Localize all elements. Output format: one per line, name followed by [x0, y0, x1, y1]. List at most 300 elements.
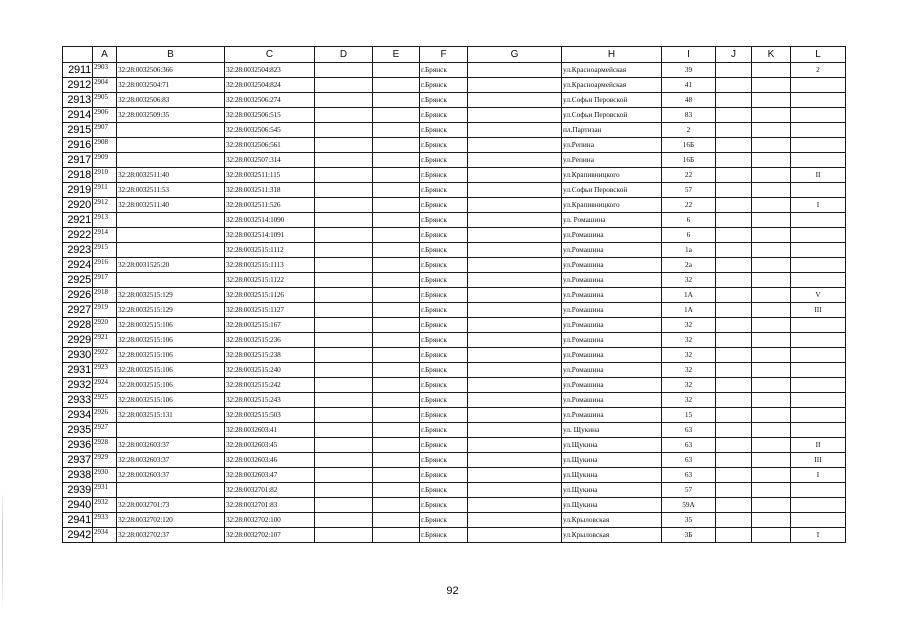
row-number-cell[interactable]: 2916	[63, 138, 93, 153]
cell-k[interactable]	[752, 153, 791, 168]
column-header-l[interactable]: L	[791, 47, 846, 63]
cell-g[interactable]	[468, 78, 562, 93]
cell-k[interactable]	[752, 108, 791, 123]
cell-a[interactable]: 2929	[93, 453, 117, 468]
cell-j[interactable]	[716, 363, 752, 378]
cell-j[interactable]	[716, 393, 752, 408]
cell-j[interactable]	[716, 108, 752, 123]
cell-a[interactable]: 2918	[93, 288, 117, 303]
cell-f[interactable]: г.Брянск	[420, 198, 468, 213]
cell-g[interactable]	[468, 123, 562, 138]
cell-h[interactable]: ул.Щукина	[562, 438, 662, 453]
cell-g[interactable]	[468, 303, 562, 318]
cell-b[interactable]: 32:28:0032702:37	[117, 528, 225, 543]
cell-j[interactable]	[716, 228, 752, 243]
cell-l[interactable]	[791, 138, 846, 153]
cell-f[interactable]: г.Брянск	[420, 138, 468, 153]
cell-e[interactable]	[373, 483, 420, 498]
cell-i[interactable]: 32	[662, 318, 716, 333]
cell-b[interactable]	[117, 138, 225, 153]
cell-i[interactable]: 39	[662, 63, 716, 78]
cell-b[interactable]: 32:28:0032515:131	[117, 408, 225, 423]
cell-e[interactable]	[373, 78, 420, 93]
cell-l[interactable]	[791, 123, 846, 138]
cell-d[interactable]	[315, 288, 373, 303]
row-number-cell[interactable]: 2933	[63, 393, 93, 408]
cell-i[interactable]: 2а	[662, 258, 716, 273]
row-number-cell[interactable]: 2919	[63, 183, 93, 198]
cell-c[interactable]: 32:28:0032603:47	[225, 468, 315, 483]
cell-l[interactable]: V	[791, 288, 846, 303]
cell-l[interactable]	[791, 513, 846, 528]
cell-a[interactable]: 2928	[93, 438, 117, 453]
cell-k[interactable]	[752, 123, 791, 138]
cell-i[interactable]: 57	[662, 483, 716, 498]
cell-f[interactable]: г.Брянск	[420, 168, 468, 183]
cell-i[interactable]: 48	[662, 93, 716, 108]
cell-k[interactable]	[752, 423, 791, 438]
cell-b[interactable]	[117, 243, 225, 258]
cell-e[interactable]	[373, 258, 420, 273]
cell-k[interactable]	[752, 408, 791, 423]
cell-h[interactable]: ул.Ромашина	[562, 393, 662, 408]
cell-i[interactable]: 63	[662, 468, 716, 483]
cell-k[interactable]	[752, 333, 791, 348]
cell-g[interactable]	[468, 168, 562, 183]
cell-l[interactable]	[791, 183, 846, 198]
row-number-cell[interactable]: 2923	[63, 243, 93, 258]
cell-a[interactable]: 2904	[93, 78, 117, 93]
cell-l[interactable]: I	[791, 528, 846, 543]
cell-c[interactable]: 32:28:0032701:83	[225, 498, 315, 513]
cell-e[interactable]	[373, 123, 420, 138]
cell-a[interactable]: 2906	[93, 108, 117, 123]
cell-h[interactable]: ул.Софьи Перовской	[562, 183, 662, 198]
row-number-cell[interactable]: 2935	[63, 423, 93, 438]
cell-k[interactable]	[752, 168, 791, 183]
cell-l[interactable]	[791, 93, 846, 108]
cell-h[interactable]: ул.Щукина	[562, 498, 662, 513]
cell-d[interactable]	[315, 318, 373, 333]
row-number-cell[interactable]: 2934	[63, 408, 93, 423]
cell-l[interactable]: III	[791, 303, 846, 318]
cell-f[interactable]: г.Брянск	[420, 318, 468, 333]
cell-c[interactable]: 32:28:0032511:318	[225, 183, 315, 198]
cell-h[interactable]: ул.Ромашина	[562, 363, 662, 378]
cell-e[interactable]	[373, 138, 420, 153]
cell-c[interactable]: 32:28:0032504:824	[225, 78, 315, 93]
cell-h[interactable]: ул.Крапивницкого	[562, 198, 662, 213]
cell-d[interactable]	[315, 198, 373, 213]
cell-a[interactable]: 2924	[93, 378, 117, 393]
cell-i[interactable]: 57	[662, 183, 716, 198]
cell-j[interactable]	[716, 468, 752, 483]
cell-h[interactable]: ул.Ромашина	[562, 228, 662, 243]
cell-l[interactable]	[791, 78, 846, 93]
cell-d[interactable]	[315, 258, 373, 273]
cell-e[interactable]	[373, 468, 420, 483]
cell-l[interactable]	[791, 213, 846, 228]
cell-c[interactable]: 32:28:0032515:242	[225, 378, 315, 393]
cell-d[interactable]	[315, 108, 373, 123]
cell-c[interactable]: 32:28:0032515:1126	[225, 288, 315, 303]
cell-e[interactable]	[373, 333, 420, 348]
cell-j[interactable]	[716, 78, 752, 93]
cell-e[interactable]	[373, 348, 420, 363]
cell-j[interactable]	[716, 123, 752, 138]
column-header-b[interactable]: B	[117, 47, 225, 63]
cell-a[interactable]: 2905	[93, 93, 117, 108]
cell-d[interactable]	[315, 363, 373, 378]
cell-g[interactable]	[468, 423, 562, 438]
row-number-cell[interactable]: 2926	[63, 288, 93, 303]
cell-i[interactable]: 6	[662, 228, 716, 243]
column-header-c[interactable]: C	[225, 47, 315, 63]
cell-c[interactable]: 32:28:0032514:1091	[225, 228, 315, 243]
cell-j[interactable]	[716, 483, 752, 498]
cell-l[interactable]: II	[791, 168, 846, 183]
cell-b[interactable]: 32:28:0032515:129	[117, 288, 225, 303]
cell-k[interactable]	[752, 483, 791, 498]
cell-l[interactable]: I	[791, 198, 846, 213]
cell-e[interactable]	[373, 183, 420, 198]
cell-h[interactable]: ул.Ромашина	[562, 378, 662, 393]
cell-k[interactable]	[752, 468, 791, 483]
cell-f[interactable]: г.Брянск	[420, 513, 468, 528]
cell-b[interactable]	[117, 423, 225, 438]
row-number-cell[interactable]: 2941	[63, 513, 93, 528]
cell-h[interactable]: ул.Щукина	[562, 468, 662, 483]
cell-d[interactable]	[315, 243, 373, 258]
cell-b[interactable]: 32:28:0032504:71	[117, 78, 225, 93]
cell-i[interactable]: 1А	[662, 303, 716, 318]
cell-c[interactable]: 32:28:0032515:167	[225, 318, 315, 333]
cell-g[interactable]	[468, 243, 562, 258]
cell-i[interactable]: 35	[662, 513, 716, 528]
cell-a[interactable]: 2934	[93, 528, 117, 543]
cell-h[interactable]: ул.Ромашина	[562, 303, 662, 318]
cell-a[interactable]: 2909	[93, 153, 117, 168]
cell-b[interactable]	[117, 273, 225, 288]
row-number-cell[interactable]: 2925	[63, 273, 93, 288]
cell-l[interactable]	[791, 393, 846, 408]
cell-l[interactable]	[791, 423, 846, 438]
cell-f[interactable]: г.Брянск	[420, 483, 468, 498]
cell-h[interactable]: ул.Ромашина	[562, 318, 662, 333]
cell-l[interactable]	[791, 483, 846, 498]
cell-a[interactable]: 2917	[93, 273, 117, 288]
cell-a[interactable]: 2915	[93, 243, 117, 258]
cell-b[interactable]: 32:28:0032515:106	[117, 393, 225, 408]
cell-c[interactable]: 32:28:0032504:823	[225, 63, 315, 78]
cell-e[interactable]	[373, 393, 420, 408]
cell-c[interactable]: 32:28:0032506:515	[225, 108, 315, 123]
cell-c[interactable]: 32:28:0032515:243	[225, 393, 315, 408]
cell-j[interactable]	[716, 303, 752, 318]
column-header-g[interactable]: G	[468, 47, 562, 63]
cell-g[interactable]	[468, 483, 562, 498]
cell-f[interactable]: г.Брянск	[420, 273, 468, 288]
cell-i[interactable]: 16Б	[662, 153, 716, 168]
cell-i[interactable]: 15	[662, 408, 716, 423]
cell-c[interactable]: 32:28:0032702:107	[225, 528, 315, 543]
cell-b[interactable]: 32:28:0032515:129	[117, 303, 225, 318]
cell-j[interactable]	[716, 378, 752, 393]
cell-h[interactable]: ул.Репина	[562, 138, 662, 153]
cell-e[interactable]	[373, 153, 420, 168]
cell-h[interactable]: ул. Ромашина	[562, 213, 662, 228]
cell-g[interactable]	[468, 198, 562, 213]
cell-k[interactable]	[752, 378, 791, 393]
cell-i[interactable]: 3Б	[662, 528, 716, 543]
cell-a[interactable]: 2908	[93, 138, 117, 153]
cell-c[interactable]: 32:28:0032515:1127	[225, 303, 315, 318]
cell-b[interactable]: 32:28:0032701:73	[117, 498, 225, 513]
cell-f[interactable]: г.Брянск	[420, 288, 468, 303]
column-header-i[interactable]: I	[662, 47, 716, 63]
cell-e[interactable]	[373, 198, 420, 213]
cell-c[interactable]: 32:28:0032603:41	[225, 423, 315, 438]
cell-i[interactable]: 59А	[662, 498, 716, 513]
cell-j[interactable]	[716, 243, 752, 258]
cell-i[interactable]: 32	[662, 333, 716, 348]
cell-i[interactable]: 32	[662, 393, 716, 408]
cell-b[interactable]	[117, 228, 225, 243]
cell-e[interactable]	[373, 228, 420, 243]
cell-j[interactable]	[716, 438, 752, 453]
cell-b[interactable]: 32:28:0032515:106	[117, 318, 225, 333]
cell-l[interactable]	[791, 348, 846, 363]
cell-j[interactable]	[716, 63, 752, 78]
cell-h[interactable]: ул.Репина	[562, 153, 662, 168]
cell-g[interactable]	[468, 153, 562, 168]
cell-f[interactable]: г.Брянск	[420, 498, 468, 513]
cell-a[interactable]: 2931	[93, 483, 117, 498]
cell-b[interactable]: 32:28:0032509:35	[117, 108, 225, 123]
cell-j[interactable]	[716, 318, 752, 333]
cell-h[interactable]: ул. Щукина	[562, 423, 662, 438]
cell-f[interactable]: г.Брянск	[420, 153, 468, 168]
cell-j[interactable]	[716, 333, 752, 348]
cell-l[interactable]	[791, 498, 846, 513]
cell-g[interactable]	[468, 273, 562, 288]
cell-b[interactable]: 32:28:0032603:37	[117, 453, 225, 468]
cell-g[interactable]	[468, 213, 562, 228]
cell-l[interactable]: 2	[791, 63, 846, 78]
cell-d[interactable]	[315, 393, 373, 408]
cell-j[interactable]	[716, 198, 752, 213]
cell-e[interactable]	[373, 93, 420, 108]
cell-a[interactable]: 2910	[93, 168, 117, 183]
row-number-cell[interactable]: 2912	[63, 78, 93, 93]
cell-c[interactable]: 32:28:0032514:1090	[225, 213, 315, 228]
cell-b[interactable]: 32:28:0032515:106	[117, 333, 225, 348]
cell-j[interactable]	[716, 528, 752, 543]
cell-e[interactable]	[373, 363, 420, 378]
row-number-cell[interactable]: 2940	[63, 498, 93, 513]
cell-e[interactable]	[373, 213, 420, 228]
cell-h[interactable]: ул.Щукина	[562, 453, 662, 468]
cell-d[interactable]	[315, 93, 373, 108]
cell-d[interactable]	[315, 273, 373, 288]
cell-h[interactable]: ул.Крыловская	[562, 513, 662, 528]
cell-i[interactable]: 6	[662, 213, 716, 228]
row-number-cell[interactable]: 2918	[63, 168, 93, 183]
cell-g[interactable]	[468, 333, 562, 348]
cell-f[interactable]: г.Брянск	[420, 378, 468, 393]
cell-d[interactable]	[315, 183, 373, 198]
cell-d[interactable]	[315, 438, 373, 453]
cell-b[interactable]: 32:28:0032515:106	[117, 378, 225, 393]
cell-k[interactable]	[752, 438, 791, 453]
cell-f[interactable]: г.Брянск	[420, 228, 468, 243]
cell-l[interactable]: II	[791, 438, 846, 453]
row-number-cell[interactable]: 2938	[63, 468, 93, 483]
cell-a[interactable]: 2923	[93, 363, 117, 378]
cell-c[interactable]: 32:28:0032701:82	[225, 483, 315, 498]
cell-c[interactable]: 32:28:0032702:100	[225, 513, 315, 528]
row-number-cell[interactable]: 2920	[63, 198, 93, 213]
cell-k[interactable]	[752, 348, 791, 363]
cell-g[interactable]	[468, 528, 562, 543]
cell-h[interactable]: ул.Ромашина	[562, 288, 662, 303]
cell-e[interactable]	[373, 303, 420, 318]
cell-f[interactable]: г.Брянск	[420, 258, 468, 273]
row-number-cell[interactable]: 2936	[63, 438, 93, 453]
cell-h[interactable]: ул.Ромашина	[562, 348, 662, 363]
cell-j[interactable]	[716, 348, 752, 363]
cell-k[interactable]	[752, 198, 791, 213]
row-number-cell[interactable]: 2927	[63, 303, 93, 318]
cell-k[interactable]	[752, 213, 791, 228]
cell-d[interactable]	[315, 123, 373, 138]
cell-a[interactable]: 2907	[93, 123, 117, 138]
cell-f[interactable]: г.Брянск	[420, 333, 468, 348]
cell-b[interactable]: 32:28:0032511:40	[117, 198, 225, 213]
cell-i[interactable]: 83	[662, 108, 716, 123]
cell-g[interactable]	[468, 258, 562, 273]
cell-f[interactable]: г.Брянск	[420, 423, 468, 438]
cell-c[interactable]: 32:28:0032515:236	[225, 333, 315, 348]
cell-j[interactable]	[716, 423, 752, 438]
cell-d[interactable]	[315, 348, 373, 363]
cell-g[interactable]	[468, 408, 562, 423]
cell-c[interactable]: 32:28:0032515:1113	[225, 258, 315, 273]
cell-g[interactable]	[468, 513, 562, 528]
cell-k[interactable]	[752, 258, 791, 273]
cell-l[interactable]	[791, 258, 846, 273]
cell-i[interactable]: 63	[662, 438, 716, 453]
row-number-cell[interactable]: 2911	[63, 63, 93, 78]
cell-f[interactable]: г.Брянск	[420, 93, 468, 108]
cell-h[interactable]: ул.Ромашина	[562, 408, 662, 423]
row-number-cell[interactable]: 2932	[63, 378, 93, 393]
cell-k[interactable]	[752, 363, 791, 378]
cell-b[interactable]: 32:28:0032506:83	[117, 93, 225, 108]
row-number-cell[interactable]: 2939	[63, 483, 93, 498]
cell-j[interactable]	[716, 258, 752, 273]
cell-a[interactable]: 2926	[93, 408, 117, 423]
cell-e[interactable]	[373, 513, 420, 528]
column-header-h[interactable]: H	[562, 47, 662, 63]
row-number-cell[interactable]: 2929	[63, 333, 93, 348]
cell-e[interactable]	[373, 63, 420, 78]
cell-g[interactable]	[468, 393, 562, 408]
cell-f[interactable]: г.Брянск	[420, 453, 468, 468]
cell-k[interactable]	[752, 93, 791, 108]
corner-cell[interactable]	[63, 47, 93, 63]
cell-c[interactable]: 32:28:0032603:45	[225, 438, 315, 453]
cell-i[interactable]: 32	[662, 378, 716, 393]
cell-a[interactable]: 2925	[93, 393, 117, 408]
cell-f[interactable]: г.Брянск	[420, 243, 468, 258]
cell-l[interactable]: III	[791, 453, 846, 468]
cell-g[interactable]	[468, 228, 562, 243]
column-header-f[interactable]: F	[420, 47, 468, 63]
cell-d[interactable]	[315, 138, 373, 153]
cell-g[interactable]	[468, 288, 562, 303]
column-header-e[interactable]: E	[373, 47, 420, 63]
row-number-cell[interactable]: 2924	[63, 258, 93, 273]
cell-d[interactable]	[315, 63, 373, 78]
cell-f[interactable]: г.Брянск	[420, 213, 468, 228]
cell-l[interactable]	[791, 378, 846, 393]
cell-g[interactable]	[468, 378, 562, 393]
cell-a[interactable]: 2921	[93, 333, 117, 348]
cell-c[interactable]: 32:28:0032511:115	[225, 168, 315, 183]
cell-b[interactable]: 32:28:0031525:20	[117, 258, 225, 273]
cell-k[interactable]	[752, 228, 791, 243]
cell-e[interactable]	[373, 318, 420, 333]
cell-b[interactable]: 32:28:0032511:53	[117, 183, 225, 198]
row-number-cell[interactable]: 2930	[63, 348, 93, 363]
cell-d[interactable]	[315, 453, 373, 468]
cell-j[interactable]	[716, 453, 752, 468]
cell-j[interactable]	[716, 153, 752, 168]
cell-h[interactable]: ул.Крапивницкого	[562, 168, 662, 183]
cell-f[interactable]: г.Брянск	[420, 363, 468, 378]
cell-j[interactable]	[716, 513, 752, 528]
cell-k[interactable]	[752, 453, 791, 468]
cell-h[interactable]: ул.Красноармейская	[562, 78, 662, 93]
row-number-cell[interactable]: 2928	[63, 318, 93, 333]
cell-i[interactable]: 22	[662, 198, 716, 213]
cell-k[interactable]	[752, 528, 791, 543]
cell-e[interactable]	[373, 288, 420, 303]
cell-l[interactable]	[791, 333, 846, 348]
cell-g[interactable]	[468, 93, 562, 108]
cell-f[interactable]: г.Брянск	[420, 393, 468, 408]
cell-c[interactable]: 32:28:0032515:238	[225, 348, 315, 363]
cell-f[interactable]: г.Брянск	[420, 108, 468, 123]
cell-k[interactable]	[752, 393, 791, 408]
cell-l[interactable]	[791, 108, 846, 123]
cell-b[interactable]	[117, 153, 225, 168]
cell-a[interactable]: 2932	[93, 498, 117, 513]
row-number-cell[interactable]: 2942	[63, 528, 93, 543]
cell-i[interactable]: 1А	[662, 288, 716, 303]
cell-e[interactable]	[373, 243, 420, 258]
cell-i[interactable]: 32	[662, 273, 716, 288]
cell-a[interactable]: 2922	[93, 348, 117, 363]
cell-e[interactable]	[373, 168, 420, 183]
cell-c[interactable]: 32:28:0032506:561	[225, 138, 315, 153]
cell-l[interactable]: I	[791, 468, 846, 483]
row-number-cell[interactable]: 2937	[63, 453, 93, 468]
cell-d[interactable]	[315, 513, 373, 528]
cell-f[interactable]: г.Брянск	[420, 528, 468, 543]
cell-g[interactable]	[468, 468, 562, 483]
